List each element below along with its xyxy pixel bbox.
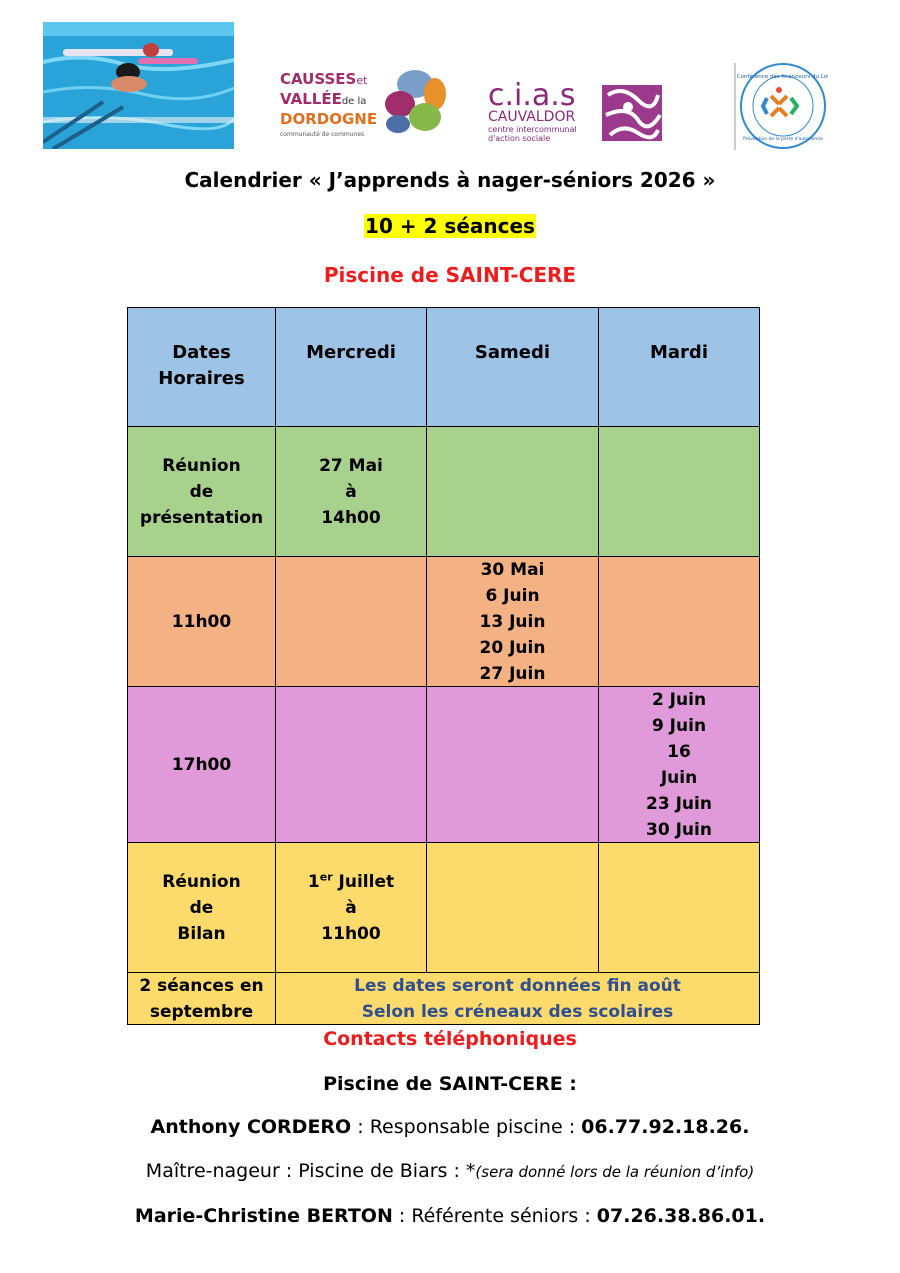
contact-phone[interactable]: 06.77.92.18.26. xyxy=(581,1116,750,1138)
causses-vallee-dordogne-logo xyxy=(280,62,450,142)
row-label-11h00: 11h00 xyxy=(127,556,276,687)
svg-text:communauté de communes: communauté de communes xyxy=(280,131,365,138)
row-label-septembre: 2 séances en septembre xyxy=(127,972,276,1025)
pool-title: Piscine de SAINT-CERE xyxy=(323,263,577,287)
pool-photo xyxy=(43,22,234,149)
contact-text: Maître-nageur : Piscine de Biars : * xyxy=(145,1160,476,1182)
bilan-day: 1 xyxy=(307,871,320,892)
page-title: Calendrier « J’apprends à nager-séniors 2026 » xyxy=(184,168,716,192)
cell-17h00-mercredi xyxy=(275,686,427,843)
contacts-pool: Piscine de SAINT-CERE : xyxy=(323,1073,577,1095)
row-label-bilan: Réunion de Bilan xyxy=(127,842,276,973)
contacts-title: Contacts téléphoniques xyxy=(323,1028,577,1050)
row-label-presentation: Réunion de présentation xyxy=(127,426,276,557)
header-samedi: Samedi xyxy=(426,307,599,427)
cell-11h00-mardi xyxy=(598,556,760,687)
svg-text:CAUSSESet: CAUSSESet xyxy=(280,70,368,88)
contact-role: : Référente séniors : xyxy=(392,1205,597,1227)
bilan-day-suffix: er xyxy=(319,869,333,883)
svg-text:DORDOGNE: DORDOGNE xyxy=(280,110,378,128)
contact-role: : Responsable piscine : xyxy=(351,1116,582,1138)
header-dates-horaires: Dates Horaires xyxy=(127,307,276,427)
cell-17h00-mardi: 2 Juin 9 Juin 16 Juin 23 Juin 30 Juin xyxy=(598,686,760,843)
svg-text:Prévention de la perte d'auton: Prévention de la perte d'autonomie xyxy=(743,137,823,142)
row-label-17h00: 17h00 xyxy=(127,686,276,843)
header-mardi: Mardi xyxy=(598,307,760,427)
cell-presentation-samedi xyxy=(426,426,599,557)
svg-text:VALLÉEde la: VALLÉEde la xyxy=(280,90,367,108)
contact-cordero xyxy=(0,1116,900,1138)
cell-presentation-mardi xyxy=(598,426,760,557)
contact-berton xyxy=(0,1205,900,1227)
header-logos xyxy=(0,0,900,160)
cell-presentation-mercredi: 27 Mai à 14h00 xyxy=(275,426,427,557)
conference-financeurs-lot-logo xyxy=(733,58,828,153)
cell-septembre-note: Les dates seront données fin août Selon les créneaux des scolaires xyxy=(275,972,760,1025)
svg-text:CAUVALDOR: CAUVALDOR xyxy=(488,109,576,125)
contact-phone[interactable]: 07.26.38.86.01. xyxy=(596,1205,766,1227)
bilan-rest: Juillet à 11h00 xyxy=(321,871,395,944)
cias-cauvaldor-logo xyxy=(488,75,668,147)
header-mercredi: Mercredi xyxy=(275,307,427,427)
schedule-table xyxy=(127,307,760,1025)
svg-text:c.i.a.s: c.i.a.s xyxy=(488,78,576,113)
svg-text:Conférence des financeurs du L: Conférence des financeurs du Lot xyxy=(736,74,828,80)
cell-bilan-samedi xyxy=(426,842,599,973)
cell-bilan-mardi xyxy=(598,842,760,973)
cell-bilan-mercredi xyxy=(275,842,427,973)
subtitle-container xyxy=(0,214,900,238)
contact-note: (sera donné lors de la réunion d’info) xyxy=(475,1163,755,1181)
svg-text:d'action sociale: d'action sociale xyxy=(488,134,551,143)
cell-11h00-samedi: 30 Mai 6 Juin 13 Juin 20 Juin 27 Juin xyxy=(426,556,599,687)
contact-name: Marie-Christine BERTON xyxy=(134,1205,393,1227)
cell-11h00-mercredi xyxy=(275,556,427,687)
cell-17h00-samedi xyxy=(426,686,599,843)
svg-text:centre intercommunal: centre intercommunal xyxy=(488,125,577,134)
sessions-count: 10 + 2 séances xyxy=(365,214,535,238)
contact-name: Anthony CORDERO xyxy=(150,1116,352,1138)
contact-maitre-nageur xyxy=(0,1160,900,1182)
